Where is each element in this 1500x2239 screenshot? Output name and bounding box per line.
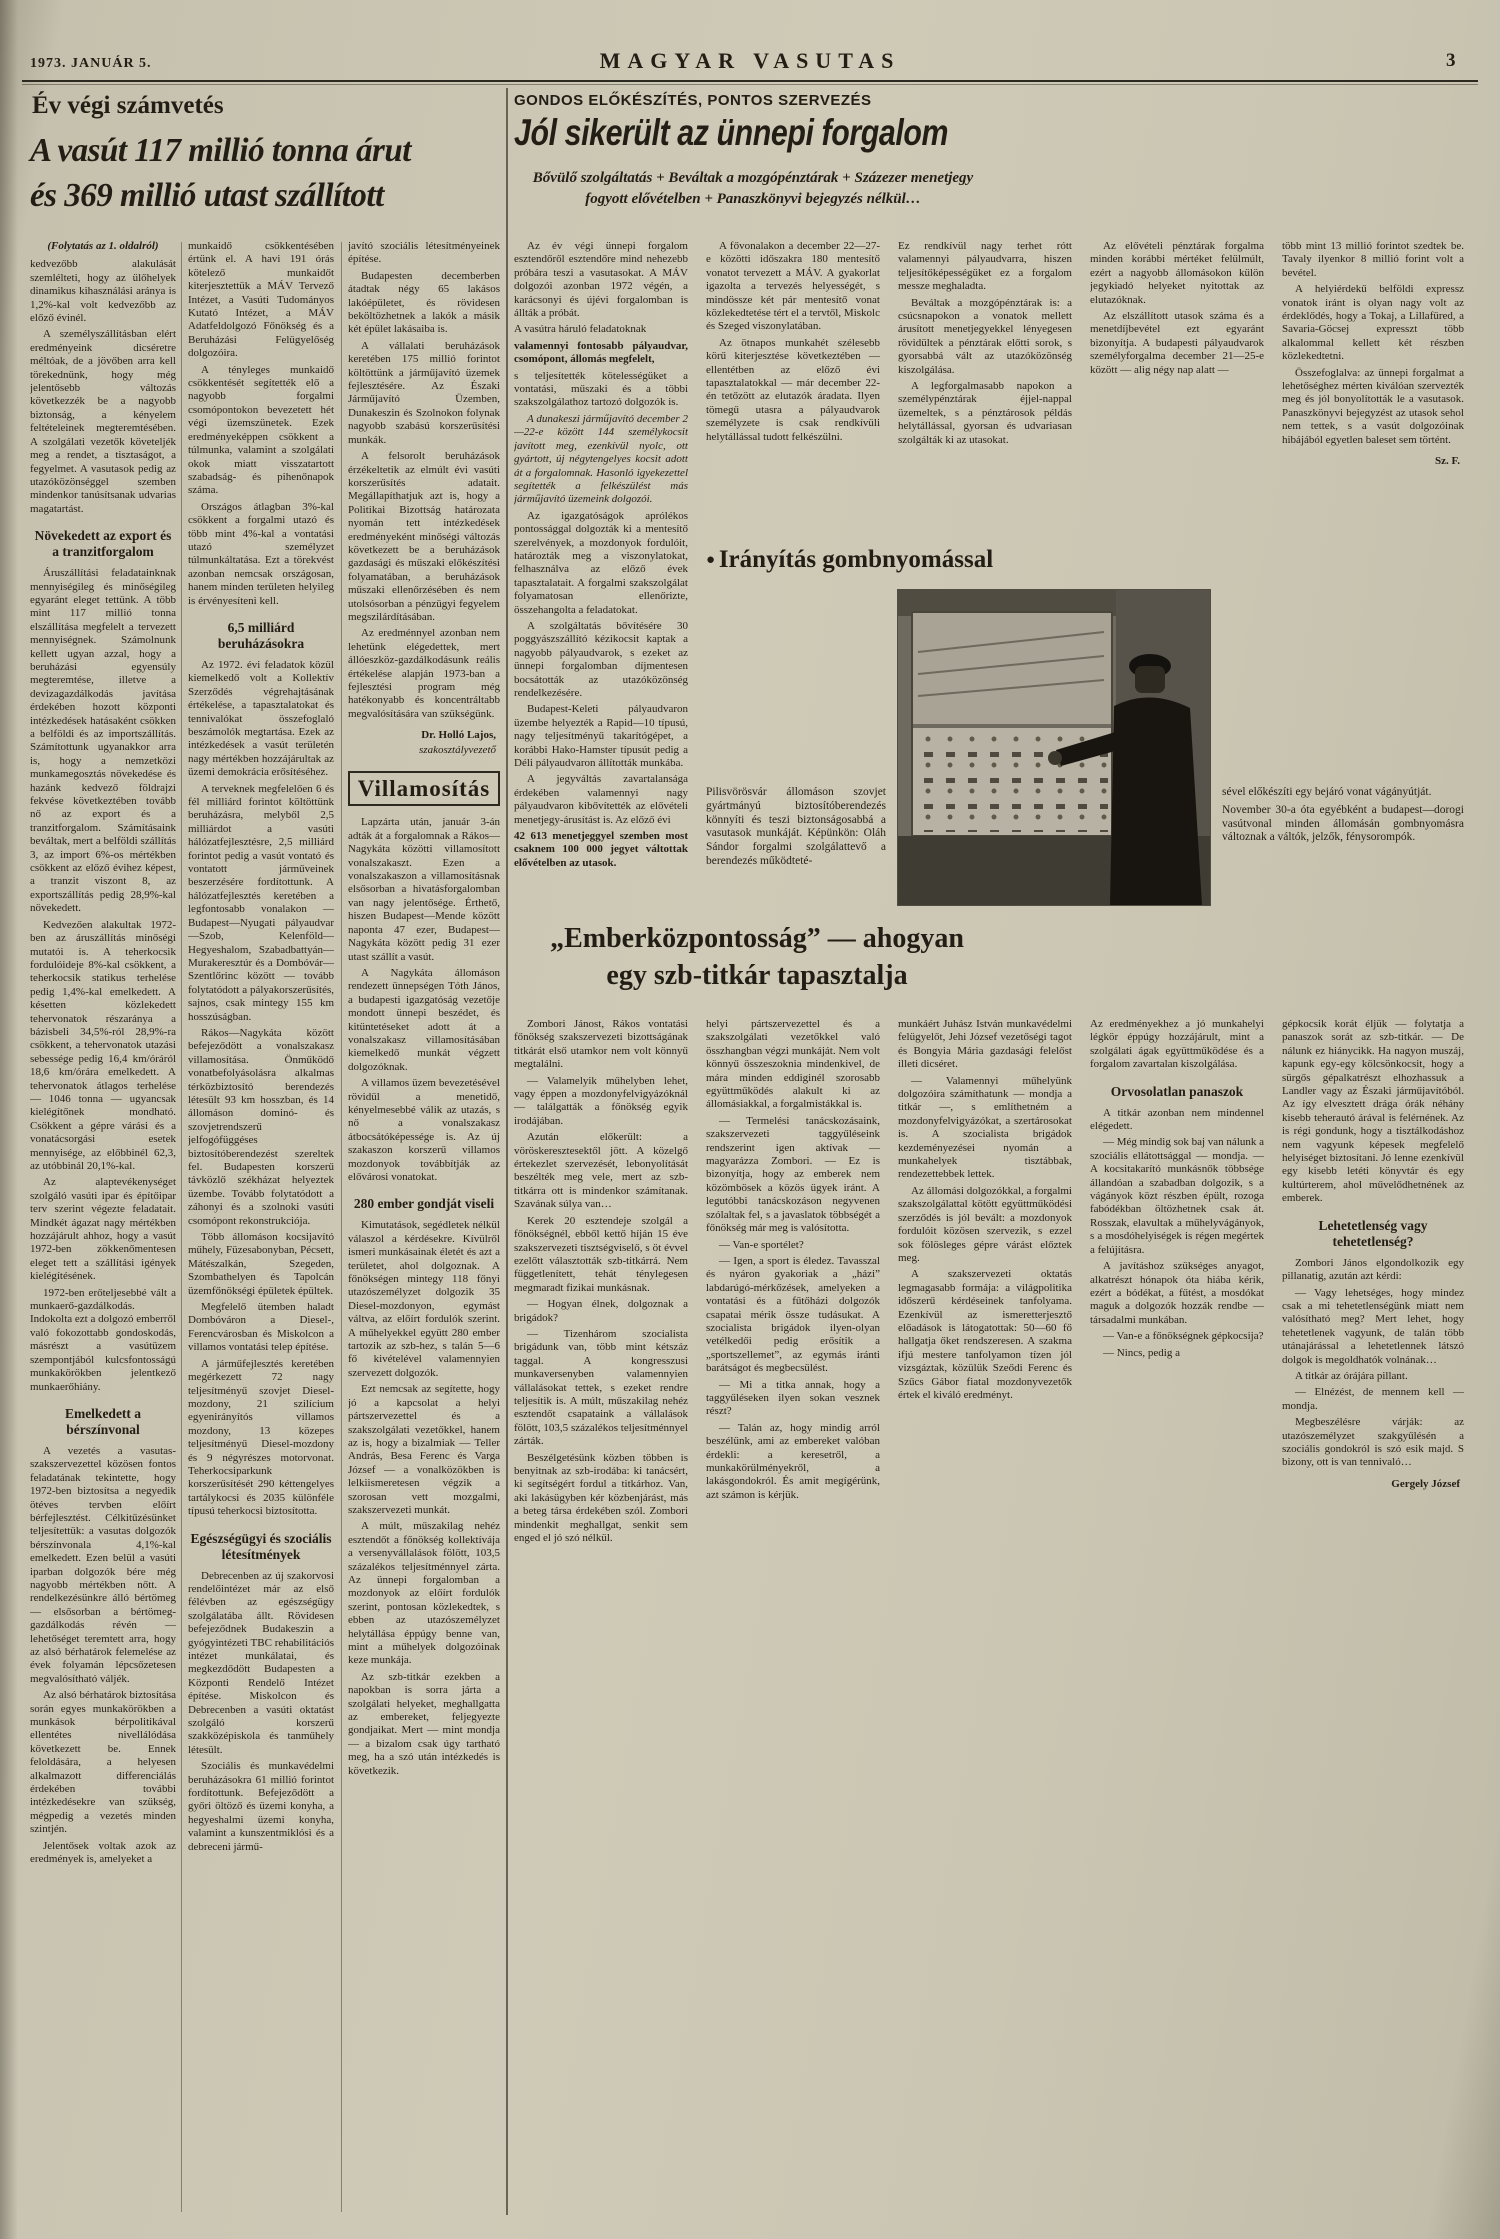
bottom-article-column-3 [898,1018,1072,2210]
paragraph: Kimutatások, segédletek nélkül válaszol a kérdésekre. Kívülről ismeri munkásainak életét és azt a területet, ahol dolgoznak. A főnökségen mintegy 118 főnyi utazószemélyzet dolgozik 35 Diesel-mozdonyon, egymást váltva, az előírt fordulók szerint. A műhelyekkel együtt 280 ember tartozik az szb-hez, s talán 5—6 fő kivételével valamennyien szervezett dolgozók. [348,1219,500,1379]
paragraph: A személyszállításban elért eredményeink dicséretre méltóak, de a jövőben arra kell törekednünk, hogy még jelentősebb változás következzék be a nagyobb biztonság, a kényelem feltételeinek megteremtésében. A szolgálati vezetők követeljék meg a rendet, a tisztaságot, a fegyelmet. A vasutasok pedig az utazóközönséggel szemben mindenkor tanúsítsanak udvarias magatartást. [30,328,176,515]
paragraph: gépkocsik korát éljük — folytatja a panaszok sorát az szb-titkár. — De nálunk ez hiánycikk. Ha nagyon muszáj, kapunk egy-egy kölcsönkocsit, hogy a sürgős gépalkatrészt elhozhassuk a Landler vagy az Északi járműjavítóból. Az így elvesztett drága órák néhány kisebb teherautó árával is felérnének. Az is régi gondunk, hogy a tisztálkodáshoz nem vagyunk képesek megfelelő helyiséget biztosítani. Jó lenne ezenkívül egy kisebb letéti könyvtár és egy kultúrterem, ahol művelődhetnének az emberek. [1282,1018,1464,1205]
paragraph: Megfelelő ütemben haladt Dombóváron a Diesel-, Ferencvárosban és Miskolcon a villamos vontatási telep építése. [188,1301,334,1354]
bottom-article-column-4 [1090,1018,1264,2210]
paragraph: Az alsó bérhatárok biztosítása során egyes munkakörökben a munkások bérpolitikával ellentétes nivellálódása következett be. Ennek feloldására, a helyesen alkalmazott differenciálás érdekében további intézkedésekre van szükség, mégpedig a vezetés minden szintjén. [30,1689,176,1836]
paragraph: A javításhoz szükséges anyagot, alkatrészt hónapok óta hiába kérik, ezért a bódékat, a fűtést, a mosdókat maguk a dolgozók hozzák rendbe — társadalmi munkában. [1090,1260,1264,1326]
signature: Dr. Holló Lajos, [421,729,496,742]
paragraph: A múlt, műszakilag nehéz esztendőt a főnökség kollektívája a versenyvállalások fölött, 103,5 százalékos teljesítménnyel zárta. Az ünnepi forgalomban a mozdonyok az előírt fordulók szerint, pontosan közlekedtek, s ebben az utazószemélyzet helytállása éppúgy benne van, mint a műhelyek dolgozóinak keze munkája. [348,1520,500,1667]
paragraph: A szakszervezeti oktatás legmagasabb formája: a világpolitika időszerű kérdéseinek tanfolyama. Ezenkívül az ismeretterjesztő előadások is látogatottak: 50—60 fő hallgatja őket rendszeresen. A szakma ifjú mestere tanfolyamon tízen jól vizsgáztak, közülük Szeődi Ferenc és Szűcs Gábor fiatal mozdonyvezetők értek el kiváló eredményt. [898,1268,1072,1401]
paragraph: Zombori János elgondolkozik egy pillanatig, azután azt kérdi: [1282,1256,1464,1283]
paragraph: A vállalati beruházások keretében 175 millió forintot költöttünk a járműjavító üzemek fejlesztésére. Az Északi Járműjavító Üzemben, Dunakeszin és Szolnokon folynak nagyobb szabású korszerűsítési munkák. [348,339,500,446]
paragraph: Azután előkerült: a vöröskeresztesektől jött. A közelgő értekezlet szervezését, lebonyolítását beszélték meg vele, mert az szb-titkárra ott is mindenkor számítanak. Szavának súlya van… [514,1131,688,1211]
paragraph: Ezt nemcsak az segítette, hogy jó a kapcsolat a helyi pártszervezettel és a szakszolgálati vezetőkkel, hanem az is, hogy a bizalmiak — Teller András, Besa Ferenc és Varga József — a vonalközökben is lelkiismeretesen végzik a szorosan vett mozgalmi, szakszervezeti munkát. [348,1383,500,1516]
paragraph: Az szb-titkár ezekben a napokban is sorra járta a szolgálati helyeket, meghallgatta az embereket, feljegyezte gondjaikat. Mert — mint mondja — a bizalom csak úgy tartható meg, ha a szó után intézkedés is következik. [348,1670,500,1777]
left-headline-line-2: és 369 millió utast szállított [30,177,384,214]
paragraph: — Elnézést, de mennem kell — mondja. [1282,1386,1464,1412]
paragraph: A villamos üzem bevezetésével rövidül a menetidő, kényelmesebbé válik az utazás, s nő a vonalszakasz átbocsátóképessége is. Az új szakaszon korszerű villamos mozdonyok továbbítják az elővárosi vonatokat. [348,1077,500,1183]
paragraph: 1972-ben erőteljesebbé vált a munkaerő-gazdálkodás. Indokolta ezt a dolgozó emberről való fokozottabb gondoskodás, másrészt a vasútüzem szempontjából kulcsfontosságú munkakörökben jelentkező munkaerőhiány. [30,1286,176,1393]
signature: Gergely József [1391,1477,1460,1490]
paragraph: Zombori Jánost, Rákos vontatási főnökség szakszervezeti bizottságának titkárát első utamkor nem volt könnyű megtalálni. [514,1018,688,1071]
right-article-column-3 [898,240,1072,538]
page-date: 1973. JANUÁR 5. [30,56,152,71]
paragraph: Az alaptevékenységet szolgáló vasúti ipar és építőipar terv szerint végezte feladatait. Mindkét ágazat nagy mértékben hozzájárult ahhoz, hogy a vasút 1972-ben zökkenőmentesen eleget tett a szállítási igények kielégítésének. [30,1176,176,1283]
control-panel-photo [898,590,1210,905]
column-rule [181,242,182,2212]
right-article-deck: Bővülő szolgáltatás + Beváltak a mozgópénztárak + Százezer menetjegy fogyott elővételben + Panaszkönyvi bejegyzés nélkül… [532,170,974,207]
masthead: MAGYAR VASUTAS [599,48,901,73]
subheading: 6,5 milliárd beruházásokra [217,619,305,651]
continuation-note: (Folytatás az 1. oldalról) [47,240,159,252]
bottom-headline-line-1: „Emberközpontosság” — ahogyan [550,923,964,954]
subheading: Lehetetlenség vagy tehetetlenség? [1318,1217,1428,1249]
paragraph: — Valamennyi műhelyünk dolgozóira számíthatunk — mondja a titkár —, s említhetném a mozdonyfelvigyázókat, a szertárosokat is. A szocialista brigádok kezdeményezései nyomán a munkahelyek tisztábbak, rendezettebbek lettek. [898,1074,1072,1181]
subheading: Egészségügyi és szociális létesítmények [190,1530,332,1562]
paragraph: Az elszállított utasok száma és a menetdíjbevétel ezt egyaránt bizonyítja. A budapesti pályaudvarok személyforgalma december 21—25-e között — alig négy nap alatt — [1090,310,1264,376]
paragraph: Áruszállítási feladatainknak mennyiségileg és minőségileg egyaránt eleget tettünk. A több mint 117 millió tonna elszállítása megfelelt a tervezett mennyiségnek. Számolnunk kellett ugyan azzal, hogy a beruházási egyensúly megteremtése, illetve a devizagazdálkodás javítása érdekében hozott központi intézkedések hatásaként csökken a belföldi és az importszállítás. Számítottunk ugyanakkor arra is, hogy a nemzetközi munkamegosztás növekedése és hazánk kedvező földrajzi fekvése következtében tovább nő az export és a tranzitforgalom. Számításaink beváltak, mert a belföldi szállítás 3, az import 6%-os mértékben csökkent az előző évihez képest, a tranzit viszont 8, az exportszállítás pedig 28,9%-kal növekedett. [30,567,176,915]
right-article-column-5 [1282,240,1464,552]
paragraph: több mint 13 millió forintot szedtek be. Tavaly ilyenkor 8 millió forint volt a bevétel. [1282,240,1464,279]
paragraph: — Mi a titka annak, hogy a taggyűléseken ilyen sokan vesznek részt? [706,1378,880,1418]
paragraph: kedvezőbb alakulását szemlélteti, hogy az ülőhelyek dinamikus kihasználási aránya is 1,2%-kal volt kedvezőbb az előző évinél. [30,258,176,325]
right-article-column-1 [514,240,688,910]
paragraph: A vezetés a vasutas-szakszervezettel közösen fontos feladatának tekintette, hogy 1972-ben biztosítsa a negyedik ötéves tervben előírt bérfejlesztést. Célkitűzésünket teljesítettük: a vasutas dolgozók bérszínvonala 4,1%-kal emelkedett. Ezen belül a vasúti iparban dolgozók bére még nagyobb mértékben nőtt. A rendelkezésünkre álló bértömeg — elsősorban a bértömeg-gazdálkodás révén — lehetőséget teremtett arra, hogy az alsó bérhatárok felemelése az évek folyamán lépcsőzetesen megvalósítható váljék. [30,1444,176,1685]
subheading: Növekedett az export és a tranzitforgalom [34,528,172,560]
paragraph: — Termelési tanácskozásaink, szakszervezeti taggyűléseink rendszerint igen aktívak — magyarázza Zombori. — Ez is bizonyítja, hogy az emberek nem közömbösek a közös ügyek iránt. A legutóbbi tanácskozáson negyvenen szólaltak fel, s a javaslatok többségét a főnökség már meg is valósította. [706,1114,880,1235]
paragraph: Az 1972. évi feladatok közül kiemelkedő volt a Kollektív Szerződés végrehajtásának értékelése, a tapasztalatokat és tennivalókat összefoglaló beszámolók megtartása. Ezek az intézkedések a vasút területén nagy mértékben hozzájárultak az üzemi demokrácia erősítéséhez. [188,658,334,779]
paragraph: Budapest-Keleti pályaudvaron üzembe helyezték a Rapid—10 típusú, nagy teljesítményű takarítógépet, a korábbi Hako-Hamster típusút pedig a Déli pályaudvaron állították munkába. [514,703,688,770]
paragraph: A tényleges munkaidő csökkentését segítették elő a nagyobb forgalmi csomópontokon bevezetett hét végi üzemszünetek. Ezek eredményeképpen csökkent a túlmunka, valamint a szolgálati okok miatt visszatartott szabadság- és pihenőnapok száma. [188,363,334,497]
paragraph: A felsorolt beruházások érzékeltetik az elmúlt évi vasúti korszerűsítés adatait. Megállapíthatjuk azt is, hogy a Politikai Bizottság határozata nyomán tett intézkedések eredményeként minőségi változás következett be a beruházások gazdasági és műszaki előkészítési folyamatában, a beruházások műszaki ellenőrzésében és nem utolsósorban a pénzügyi fegyelem megszilárdításában. [348,450,500,623]
paragraph: helyi pártszervezettel és a szakszolgálati vezetőkkel való összhangban végzi munkáját. Nem volt könnyű összeszoknia mindenkivel, de mára minden eddiginél szorosabb együttműködés alakult ki az állomásiakkal, a forgalmistákkal is. [706,1018,880,1111]
control-panel-photo-art [898,590,1210,905]
paragraph: A helyiérdekű belföldi expressz vonatok iránt is olyan nagy volt az érdeklődés, hogy a Tokaj, a Lillafüred, a Savaria-Göcsej expresszt több alkalommal kellett két részben közlekedtetni. [1282,283,1464,363]
paragraph: Ez rendkívül nagy terhet rótt valamennyi pályaudvarra, hiszen teljesítőképességüket ez a forgalom messze meghaladta. [898,240,1072,293]
paragraph: munkáért Juhász István munkavédelmi felügyelőt, Jehi József vezetőségi tagot és Bongyia Mária gazdasági felelőst illeti dicséret. [898,1018,1072,1071]
paragraph: Jelentősek voltak azok az eredmények is, amelyeket a [30,1839,176,1866]
paragraph: Az eredménnyel azonban nem lehetünk elégedettek, mert állóeszköz-gazdálkodásunk reális értékelése alapján 1973-ban a fejlesztési program még hatékonyabb és koncentráltabb megvalósítására van szükségünk. [348,627,500,720]
left-article-column-3 [348,240,500,2215]
paragraph: Debrecenben az új szakorvosi rendelőintézet már az első félévben az egészségügy szolgálatába állt. Rövidesen befejeződnek Budakeszin a gyógyintézeti TBC rehabilitációs intézet munkálatai, és megkezdődött Budapesten a Központi Rendelő Intézet építése. Miskolcon és Debrecenben a vasúti oktatást szolgáló korszerű szakközépiskola és tanműhely létesült. [188,1569,334,1756]
bottom-article-column-5 [1282,1018,1464,2210]
paragraph: A titkár az órájára pillant. [1295,1369,1408,1382]
paragraph: Kedvezően alakultak 1972-ben az áruszállítás minőségi mutatói is. A teherkocsik fordulóideje 8%-kal csökkent, a teherkocsik statikus terhelése pedig 1,4%-kal emelkedett. A késetten közlekedett tehervonatok részaránya a bázisbeli 34,5%-ról 28,9%-ra csökkent, a tehervonatok utazási sebessége pedig 16,4 km/óráról 18,6 km/órára emelkedett. A tehervonatok átlagos terhelése — 1046 tonna — ugyancsak kielégítőnek mondható. Csökkent a gépre várási és a vonatácsorgási esetek mennyisége, az előbbinél 62,3, az utóbbinál 20,1%-kal. [30,918,176,1172]
signature-role: szakosztályvezető [419,743,496,756]
paragraph: Az eredményekhez a jó munkahelyi légkör éppúgy hozzájárult, mint a szolgálati ágak együttműködése és a forgalom zavartalan kiszolgálása. [1090,1018,1264,1071]
right-article-headline: Jól sikerült az ünnepi forgalom [514,112,949,153]
paragraph: Az elővételi pénztárak forgalma minden korábbi mértéket felülmúlt, ezért a nagyobb állomásokon külön jegykiadó helyeket nyitottak az elutazóknak. [1090,240,1264,306]
paragraph: — Talán az, hogy mindig arról beszélünk, ami az embereket valóban érdekli: a keresetről, a munkakörülményekről, a lakásgondokról. És amit megígérünk, azt számon is kérjük. [706,1421,880,1501]
left-article-kicker: Év végi számvetés [32,92,224,119]
paragraph: Kerek 20 esztendeje szolgál a főnökségnél, ebből kettő híján 15 éve szakszervezeti tisztségviselő, s öt évvel ezelőtt választották szb-titkárrá. Nem függetlenített, tehát ténylegesen megmaradt fizikai munkásnak. [514,1214,688,1294]
bottom-article-column-2 [706,1018,880,2210]
paragraph: Budapesten decemberben átadtak négy 65 lakásos lakóépületet, és rövidesen beköltözhetnek a lakók a másik két épület lakásaiba is. [348,269,500,336]
paragraph: Beváltak a mozgópénztárak is: a csúcsnapokon a vonatok mellett árusított menetjegyekkel lényegesen rövidültek a pénztárak előtti sorok, s gyorsabbá vált az utazóközönség kiszolgálása. [898,296,1072,376]
emphasized-paragraph: 42 613 menetjeggyel szemben most csaknem 100 000 jegyet váltottak elővételben az utasok. [514,830,688,869]
paragraph: A vasútra háruló feladatoknak [514,323,647,336]
right-article-column-4 [1090,240,1264,538]
bottom-headline-line-2: egy szb-titkár tapasztalja [606,960,908,991]
right-article-column-2 [706,240,880,538]
paragraph: — Valamelyik műhelyben lehet, vagy éppen a mozdonyfelvigyázóknál — találgatták a főnökség egyik irodájában. [514,1074,688,1127]
paragraph: A szolgáltatás bővítésére 30 poggyászszállító kézikocsit kaptak a nagyobb pályaudvarok, s ezeket az ünnepi forgalomban díjmentesen bocsátották az utazóközönség rendelkezésére. [514,619,688,699]
section-divider [506,88,508,2215]
header-rule [22,80,1478,85]
caption-text: Pilisvörösvár állomáson szovjet gyártmányú biztosítóberendezés könnyíti és teszi biztonságosabbá a vasutasok munkáját. Képünkön: Oláh Sándor forgalmi szolgálattevő a berendezés működteté- [706,786,886,867]
caption-text: sével előkészíti egy bejáró vonat vágányútját. [1222,786,1432,798]
paragraph: Összefoglalva: az ünnepi forgalmat a lehetőséghez mérten kiválóan szervezték meg és jól bonyolították le a vasutasok. Panaszkönyvi bejegyzést az utasok sehol nem tettek, s a vasút dolgozóinak hibájából egyetlen baleset sem történt. [1282,366,1464,446]
paragraph: A dunakeszi járműjavító december 2—22-e között 144 személykocsit javított meg, ezenkívül nyolc, ott gyártott, új négytengelyes kocsit adott át a forgalomnak. Hasonló igyekezettel segítették a felkészülést más járműjavító üzemeink dolgozói. [514,412,688,506]
paragraph: Az állomási dolgozókkal, a forgalmi szakszolgálattal kötött együttműködési szerződés is jól bevált: a mozdonyok fordulóit közösen szervezik, s ezzel sok fölösleges gépre várást előztek meg. [898,1184,1072,1264]
left-article-column-2 [188,240,334,2215]
paragraph: Több állomáson kocsijavító műhely, Füzesabonyban, Pécsett, Mátészalkán, Szegeden, Szombathelyen és Tapolcán üzemfőnökségi épületek épültek. [188,1231,334,1297]
paragraph: — Vagy lehetséges, hogy mindez csak a mi tehetetlenségünk miatt nem valósítható meg? Mert lehet, hogy tehetetlenek vagyunk, de talán több utánajárással a lehetetlennek látszó dolgok is megoldhatók volnának… [1282,1286,1464,1366]
bottom-article-headline [514,912,1000,994]
paragraph: A terveknek megfelelően 6 és fél milliárd forintot költöttünk beruházásra, melyből 2,5 milliárdot a vasúti hálózatfejlesztésre, 2,5 milliárd forintot pedig a vasút vontató és vontatott járműveinek beszerzésére fordítottunk. A hálózatfejlesztés keretében a legfontosabb vonalakon — Budapest—Nyugati pályaudvar—Szob, Kelenföld—Hegyeshalom, Szabadbattyán—Murakeresztúr és a Dombóvár—Szentlőrinc között — tovább folytatódott a pályakorszerűsítés, sajnos, csak mintegy 155 km hosszúságban. [188,782,334,1023]
emphasized-paragraph: valamennyi fontosabb pályaudvar, csomópont, állomás megfelelt, [514,339,688,366]
photo-feature-title: ● Irányítás gombnyomással [706,546,1086,574]
paragraph: A jegyváltás zavartalansága érdekében valamennyi nagy pályaudvaron kibővítették az elővételi menetjegy-árusítást is. Az előző évi [514,773,688,826]
paragraph: — Nincs, pedig a [1103,1346,1180,1359]
paragraph: — Hogyan élnek, dolgoznak a brigádok? [514,1298,688,1324]
paragraph: Rákos—Nagykáta között befejeződött a vonalszakasz villamosítása. Önműködő vonatbefolyásolásra alkalmas térközbiztosító berendezés létesült 93 km hosszban, és 14 állomáson dominó- és szovjetrendszerű jelfogófüggéses biztosítóberendezést szereltek fel. Budapesten korszerű távközlő székházat helyeztek üzembe. Tovább folytatódott a záhonyi és a szolnoki vasúti csomópont rekonstrukciója. [188,1026,334,1227]
paragraph: — Igen, a sport is éledez. Tavasszal és nyáron gyakoriak a „házi” labdarúgó-mérkőzések, amelyeken a vontatási és a fűtőházi dolgozók csapatai mérik össze tudásukat. A szocialista brigádok ilyen-olyan vetélkedői pedig erősítik a „sportszellemet”, az egymás iránti barátságot és megbecsülést. [706,1254,880,1375]
paragraph: Országos átlagban 3%-kal csökkent a forgalmi utazó és több mint 4%-kal a vontatási utazó személyzet túlmunkáltatása. Ezt a törekvést azonban nemcsak országosan, hanem minden területen helyileg is érvényesíteni kell. [188,500,334,607]
paragraph: Beszélgetésünk közben többen is benyitnak az szb-irodába: ki tanácsért, ki segítségért fordul a titkárhoz. Van, aki lakásügyben kér közbenjárást, más a beteg társa érdekében szól. Zombori mindenkit meghallgat, senkit sem enged el jó szó nélkül. [514,1451,688,1545]
paragraph: A fővonalakon a december 22—27-e közötti időszakra 180 mentesítő vonatot tervezett a MÁV. A gyakorlat igazolta a tervezés helyességét, s mindössze két pár mentesítő vonat közlekedtetése tért el a tervtől, Miskolc és Szeged viszonylatában. [706,240,880,333]
left-headline-line-1: A vasút 117 millió tonna árut [30,132,411,169]
paragraph: Az ötnapos munkahét szélesebb körű kiterjesztése következtében — ellentétben az előző évi tapasztalatokkal — már december 22-én tetőzött az elutazók áradata. Ilyen tömegű utasra a pályaudvarok személyzete is csak rendkívüli helytállással tudott felkészülni. [706,336,880,443]
paragraph: Az év végi ünnepi forgalom esztendőről esztendőre mind nehezebb próbára teszi a vasutasokat. A MÁV dolgozói azonban 1972 végén, a karácsonyi és újévi forgalomban is állták a próbát. [514,240,688,320]
paragraph: A járműfejlesztés keretében megérkezett 72 nagy teljesítményű szovjet Diesel-mozdony, 21 szilícium egyenirányítós villamos mozdony, 13 közepes teljesítményű Diesel-mozdony és 9 négyrészes motorvonat. Teherkocsiparkunk korszerűsítését 290 kéttengelyes tartálykocsi és 2035 különféle típusú teherkocsi biztosította. [188,1357,334,1518]
paragraph: — Tizenhárom szocialista brigádunk van, több mint kétszáz taggal. A kongresszusi munkaversenyben valamennyien vállalásokat tettek, s ezeket rendre teljesítik is. A múlt, műszakilag nehéz esztendőt csapataink a vállalások fölött, 103,5 százalékos teljesítménnyel zárták. [514,1327,688,1448]
column-rule [341,242,342,2212]
paragraph: — Van-e sportélet? [719,1238,804,1251]
paragraph: javító szociális létesítményeinek építése. [348,240,500,266]
paragraph: Az igazgatóságok aprólékos pontossággal dolgozták ki a mentesítő szerelvények, a mozdonyok fordulóit, határozták meg a viszonylatokat, felhasználva az előző évek tapasztalatait. A forgalmi szakszolgálat folyamatosan ellenőrizte, összehangolta a feladatokat. [514,509,688,616]
signature: Sz. F. [1435,455,1460,468]
subheading: 280 ember gondját viseli [353,1196,495,1212]
bottom-article-column-1 [514,1018,688,2210]
paragraph: s teljesítették kötelességüket a vontatási, műszaki és a többi szakszolgálathoz tartozó dolgozók is. [514,369,688,409]
paragraph: Szociális és munkavédelmi beruházásokra 61 millió forintot fordítottunk. Befejeződött a győri öltöző és üzemi konyha, a hegyeshalmi üzemi konyha, valamint a kunszentmiklósi és a debreceni jármű- [188,1760,334,1853]
page-number: 3 [1446,50,1456,71]
paragraph: Megbeszélésre várják: az utazószemélyzet szakgyűlésén a szociális gondokról is szó esik majd. S bizony, ott is van tennivaló… [1282,1416,1464,1469]
paragraph: A titkár azonban nem mindennel elégedett. [1090,1106,1264,1133]
subheading: Emelkedett a bérszínvonal [64,1405,142,1437]
paragraph: — Van-e a főnökségnek gépkocsija? [1103,1330,1264,1343]
paragraph: Lapzárta után, január 3-án adták át a forgalomnak a Rákos—Nagykáta közötti villamosított vonalszakaszt. Ezen a vonalszakaszon a villamosításnak elsősorban a hivatásforgalomban van nagy jelentősége. Érthető, hiszen Budapest—Mende között naponta 47 ezer, Budapest—Nagykáta között pedig 31 ezer utast szállít a vasút. [348,816,500,963]
caption-text: November 30-a óta egyébként a budapest—dorogi vasútvonal minden állomásán gombnyomásra változnak a váltók, jelzők, fénysorompók. [1222,803,1464,844]
right-article-kicker: GONDOS ELŐKÉSZÍTÉS, PONTOS SZERVEZÉS [514,92,872,109]
paragraph: A legforgalmasabb napokon a személypénztárak éjjel-nappal üzemeltek, s a pénztárosok példás helytállással, gyorsan és udvariasan szolgálták ki az utasokat. [898,380,1072,446]
subheading: Orvosolatlan panaszok [1110,1083,1244,1099]
box-title: Villamosítás [348,771,500,806]
paragraph: munkaidő csökkentésében értünk el. A havi 191 órás kötelező munkaidőt kiterjesztettük a MÁV Tervező Intézet, a Vasúti Tudományos Kutató Intézet, a MÁV Adatfeldolgozó Főnökség és a Beruházási Felügyelőség dolgozóira. [188,240,334,360]
left-article-headline [30,128,494,218]
left-article-column-1 [30,240,176,2215]
paragraph: A Nagykáta állomáson rendezett ünnepségen Tóth János, a budapesti igazgatóság vezetője mondott ünnepi beszédet, és kitüntetéseket adott át a vonalszakasz villamosításában kiemelkedő munkát végzett dolgozóknak. [348,966,500,1073]
paragraph: — Még mindig sok baj van nálunk a szociális ellátottsággal — mondja. — A kocsitakarító munkásnők többsége állandóan a szabadban dolgozik, s a vágányok közt részben épült, rozoga fabódékban öltözhetnek csak át. Rosszak, elavultak a műhelyvágányok, s a mosdóhelyiségek is régen megértek a felújításra. [1090,1136,1264,1256]
photo-caption-right [1222,786,1464,971]
